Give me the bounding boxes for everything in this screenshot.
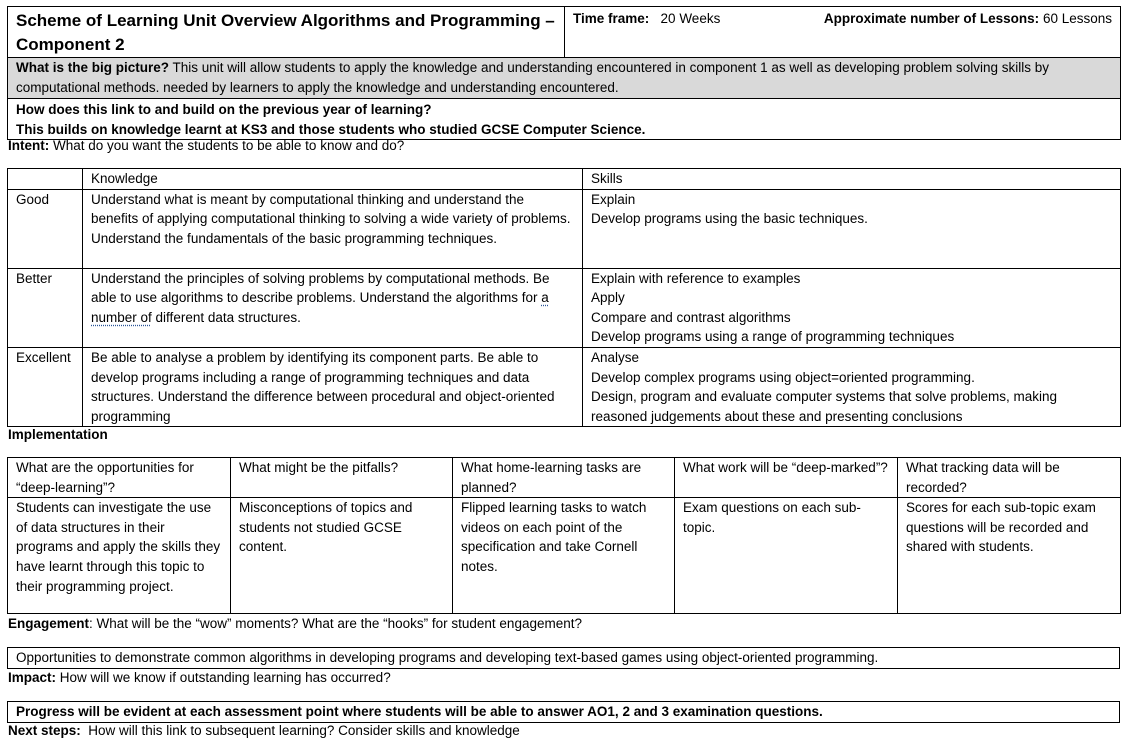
knowledge-excellent: Be able to analyse a problem by identifying its component parts. Be able to develop programs including a range of programming techniques and data structures. Understand the difference between procedural and object-oriented programming	[83, 347, 583, 426]
next-steps-label: Next steps: How will this link to subsequent learning? Consider skills and knowledge	[8, 723, 520, 738]
implementation-table	[7, 457, 1121, 614]
impl-home-learning: Flipped learning tasks to watch videos on each point of the specification and take Cornell notes.	[453, 498, 675, 614]
meta-cell	[565, 7, 1121, 58]
knowledge-good: Understand what is meant by computational thinking and understand the benefits of applying computational thinking to solving a wide variety of problems. Understand the fundamentals of the basic programming techniques.	[83, 189, 583, 268]
skills-excellent: Analyse Develop complex programs using object=oriented programming. Design, program and evaluate computer systems that solve problems, making reasoned judgements about these and presenting conclusions	[583, 347, 1121, 426]
table-row	[8, 347, 1121, 426]
level-excellent: Excellent	[8, 347, 83, 426]
big-picture: What is the big picture? This unit will allow students to apply the knowledge and understanding encountered in component 1 as well as developing problem solving skills by computational methods. needed by learners to apply the knowledge and understanding encountered.	[8, 58, 1121, 99]
impact-answer: Progress will be evident at each assessment point where students will be able to answer AO1, 2 and 3 examination questions.	[8, 702, 1120, 723]
intent-header-level	[8, 169, 83, 190]
intent-header-skills: Skills	[583, 169, 1121, 190]
skills-better: Explain with reference to examples Apply Compare and contrast algorithms Develop programs using a range of programming techniques	[583, 268, 1121, 347]
lessons-count: Approximate number of Lessons: 60 Lessons	[823, 11, 1112, 26]
impl-header-deep-learning: What are the opportunities for “deep-learning”?	[8, 458, 231, 498]
implementation-label: Implementation	[8, 427, 108, 442]
impact-table	[7, 701, 1120, 723]
impl-header-home-learning: What home-learning tasks are planned?	[453, 458, 675, 498]
level-better: Better	[8, 268, 83, 347]
time-frame: Time frame: 20 Weeks	[573, 11, 721, 26]
engagement-answer: Opportunities to demonstrate common algorithms in developing programs and developing text-based games using object-oriented programming.	[8, 648, 1120, 669]
impl-deep-learning: Students can investigate the use of data structures in their programs and apply the skills they have learnt through this topic to their programming project.	[8, 498, 231, 614]
table-row	[8, 498, 1121, 614]
intent-header-knowledge: Knowledge	[83, 169, 583, 190]
impl-header-pitfalls: What might be the pitfalls?	[231, 458, 453, 498]
page-title: Scheme of Learning Unit Overview Algorithms and Programming – Component 2	[8, 7, 565, 58]
level-good: Good	[8, 189, 83, 268]
previous-learning: How does this link to and build on the previous year of learning? This builds on knowledge learnt at KS3 and those students who studied GCSE Computer Science.	[8, 99, 1121, 140]
table-row	[8, 189, 1121, 268]
intent-label: Intent: What do you want the students to be able to know and do?	[8, 138, 405, 153]
engagement-table	[7, 647, 1120, 669]
impl-tracking: Scores for each sub-topic exam questions will be recorded and shared with students.	[898, 498, 1121, 614]
impl-deep-marked: Exam questions on each sub-topic.	[675, 498, 898, 614]
impl-header-deep-marked: What work will be “deep-marked”?	[675, 458, 898, 498]
intent-table	[7, 168, 1121, 427]
skills-good: Explain Develop programs using the basic techniques.	[583, 189, 1121, 268]
impl-pitfalls: Misconceptions of topics and students not studied GCSE content.	[231, 498, 453, 614]
engagement-label: Engagement: What will be the “wow” moments? What are the “hooks” for student engagement?	[8, 616, 582, 631]
impact-label: Impact: How will we know if outstanding learning has occurred?	[8, 670, 391, 685]
header-table	[7, 6, 1121, 140]
knowledge-better: Understand the principles of solving problems by computational methods. Be able to use algorithms to describe problems. Understand the algorithms for a number of different data structures.	[83, 268, 583, 347]
impl-header-tracking: What tracking data will be recorded?	[898, 458, 1121, 498]
table-row	[8, 268, 1121, 347]
